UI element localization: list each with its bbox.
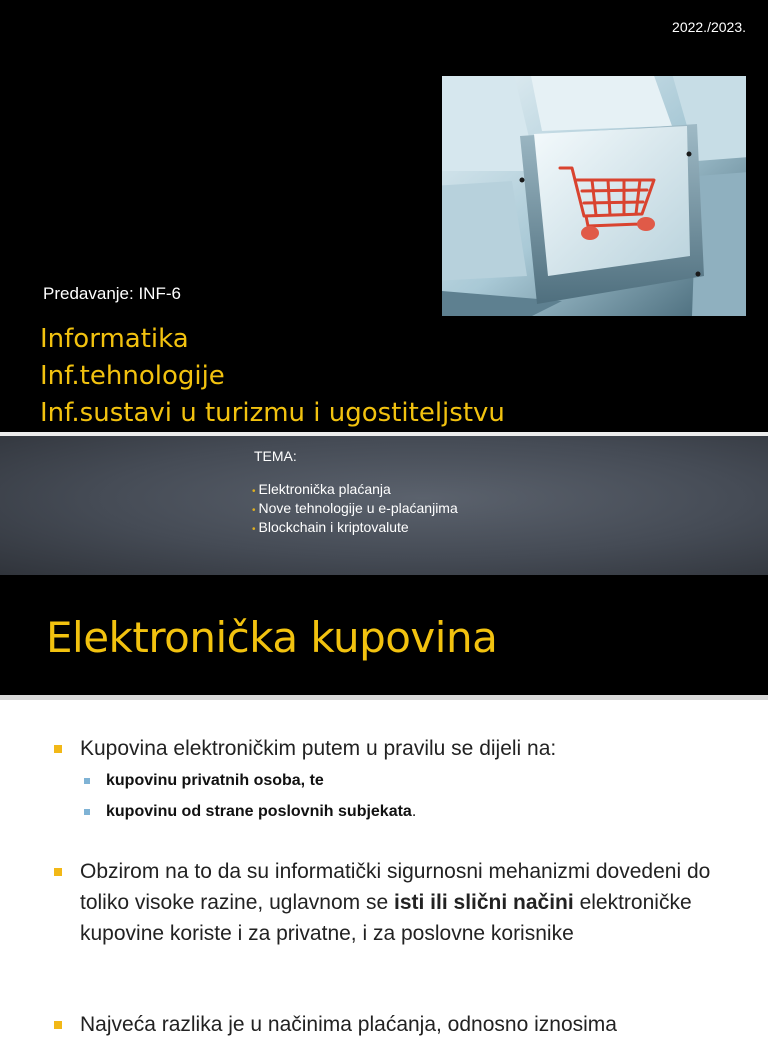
sub-bullet-icon bbox=[84, 809, 90, 815]
bullet-icon: • bbox=[252, 486, 256, 497]
bullet-icon: • bbox=[252, 524, 256, 535]
topic-list bbox=[252, 481, 458, 538]
sub-bullet-icon bbox=[84, 778, 90, 784]
content-slide bbox=[0, 575, 768, 1036]
sub-bullet-item: kupovinu privatnih osoba, te bbox=[106, 770, 706, 792]
bullet-item: Kupovina elektroničkim putem u pravilu se dijeli na: bbox=[80, 733, 720, 764]
academic-year: 2022./2023. bbox=[672, 19, 746, 35]
slide-title: Elektronička kupovina bbox=[46, 613, 498, 662]
shopping-cart-icon bbox=[442, 76, 746, 316]
course-title: Inf.sustavi u turizmu i ugostiteljstvu bbox=[40, 398, 505, 428]
lecture-code: Predavanje: INF-6 bbox=[43, 284, 181, 303]
bullet-icon: • bbox=[252, 505, 256, 516]
course-title: Inf.tehnologije bbox=[40, 361, 225, 391]
topic-band bbox=[0, 436, 768, 575]
course-title: Informatika bbox=[40, 324, 189, 354]
title-band bbox=[0, 575, 768, 695]
bullet-icon bbox=[54, 745, 62, 753]
topic-label: TEMA: bbox=[254, 448, 297, 464]
course-titles bbox=[40, 321, 505, 432]
topic-item: • Elektronička plaćanja bbox=[252, 481, 391, 497]
bullet-icon bbox=[54, 1021, 62, 1029]
bullet-item: Najveća razlika je u načinima plaćanja, odnosno iznosima bbox=[80, 1009, 720, 1040]
keyboard-shopping-cart-image bbox=[442, 76, 746, 316]
topic-item: • Nove tehnologije u e-plaćanjima bbox=[252, 500, 458, 516]
title-divider bbox=[0, 695, 768, 700]
topic-item: • Blockchain i kriptovalute bbox=[252, 519, 409, 535]
bullet-icon bbox=[54, 868, 62, 876]
bullet-item: Obzirom na to da su informatički sigurnosni mehanizmi dovedeni do toliko visoke razine, uglavnom se isti ili slični načini elektroničke kupovine koriste i za privatne, i za poslovne korisnike bbox=[80, 856, 720, 949]
sub-bullet-item: kupovinu od strane poslovnih subjekata. bbox=[106, 801, 706, 823]
